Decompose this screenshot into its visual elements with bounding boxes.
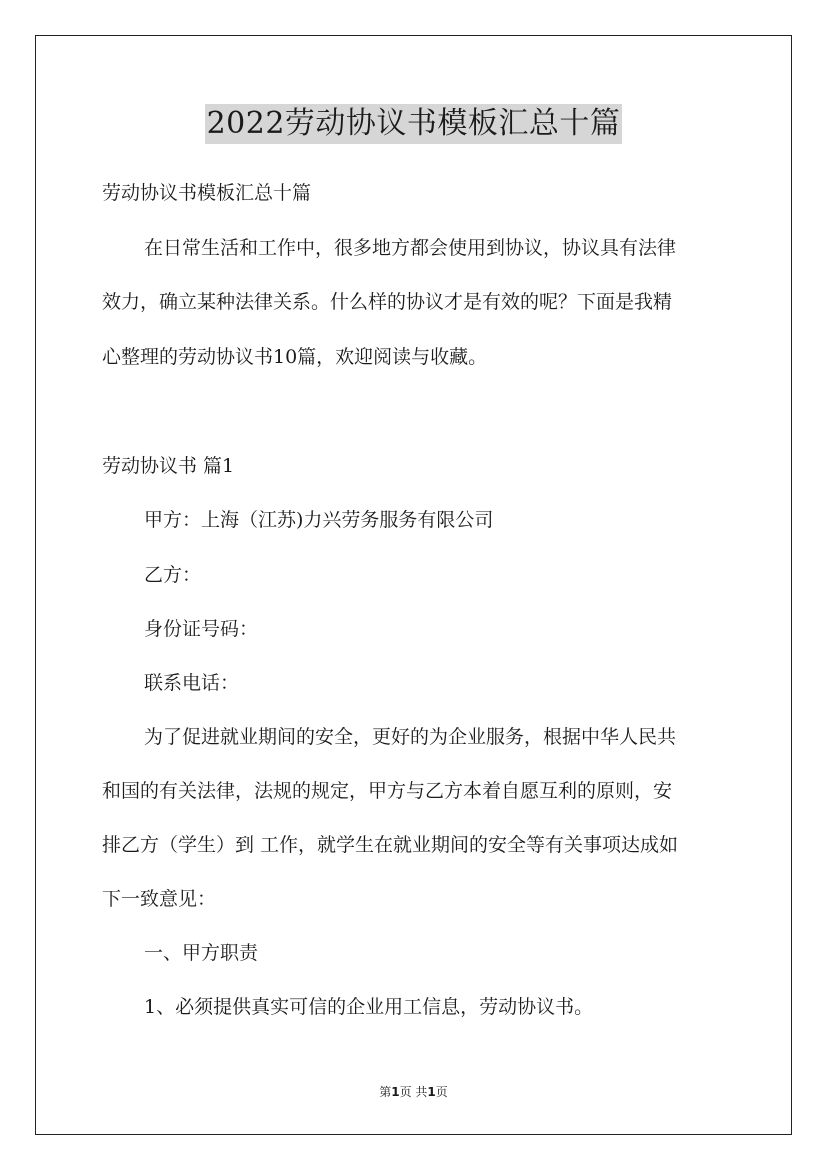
footer-page-prefix: 第 [379, 1085, 392, 1099]
body-line-4: 下一致意见： [102, 888, 217, 910]
document-title: 2022劳动协议书模板汇总十篇 [205, 104, 623, 144]
footer-page-current: 1 [391, 1085, 400, 1099]
party-a-line: 甲方：上海（江苏)力兴劳务服务有限公司 [144, 509, 494, 531]
footer-page-mid: 页 共 [399, 1085, 428, 1099]
party-b-line: 乙方： [144, 564, 202, 586]
body-line-1: 为了促进就业期间的安全，更好的为企业服务，根据中华人民共 [144, 726, 677, 748]
intro-line-1: 在日常生活和工作中，很多地方都会使用到协议，协议具有法律 [144, 237, 677, 259]
page-footer [0, 1084, 827, 1100]
title-container [0, 104, 827, 144]
document-subtitle: 劳动协议书模板汇总十篇 [102, 182, 312, 204]
phone-line: 联系电话： [144, 672, 240, 694]
footer-page-total: 1 [427, 1085, 436, 1099]
clause-1: 1、必须提供真实可信的企业用工信息，劳动协议书。 [144, 996, 594, 1018]
clause-heading: 一、甲方职责 [144, 942, 259, 964]
intro-line-3: 心整理的劳动协议书10篇，欢迎阅读与收藏。 [102, 346, 488, 368]
footer-page-suffix: 页 [435, 1085, 448, 1099]
intro-line-2: 效力，确立某种法律关系。什么样的协议才是有效的呢？下面是我精 [102, 291, 673, 313]
body-line-2: 和国的有关法律，法规的规定，甲方与乙方本着自愿互利的原则，安 [102, 780, 673, 802]
section-heading: 劳动协议书 篇1 [102, 455, 235, 477]
id-number-line: 身份证号码： [144, 618, 259, 640]
body-line-3: 排乙方（学生）到 工作，就学生在就业期间的安全等有关事项达成如 [102, 834, 679, 856]
